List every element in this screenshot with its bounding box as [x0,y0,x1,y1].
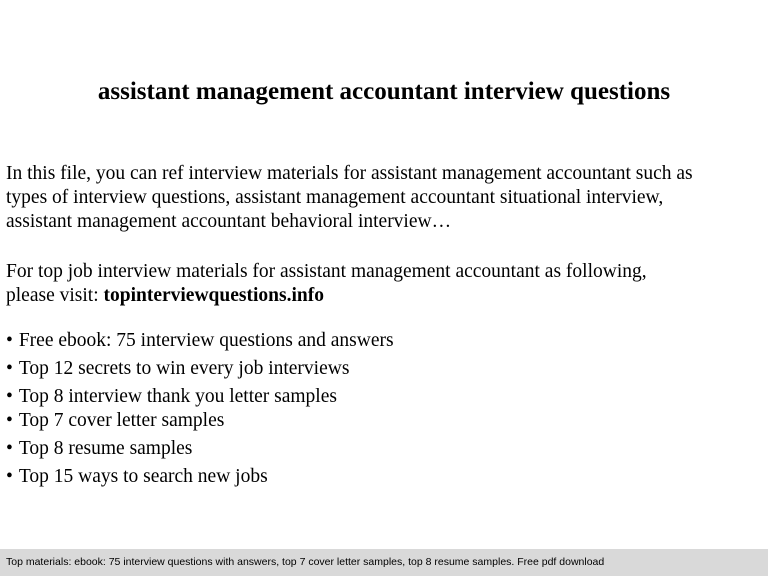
visit-paragraph [6,260,766,308]
bullet-item [6,465,394,489]
intro-paragraph [6,162,766,234]
bullet-icon: • [6,330,13,351]
visit-prefix: please visit: [6,285,104,306]
bullet-icon: • [6,410,13,431]
bullet-text: Top 12 secrets to win every job interviews [18,358,350,379]
bullet-item [6,409,394,433]
bullet-text: Top 7 cover letter samples [18,410,225,431]
bullet-text: Top 15 ways to search new jobs [18,466,268,487]
bullet-icon: • [6,386,13,407]
bullet-item [6,329,394,353]
visit-line-2 [6,284,766,308]
bullet-icon: • [6,466,13,487]
footer-text: Top materials: ebook: 75 interview questions with answers, top 7 cover letter samples, top 8 resume samples. Free pdf download [6,556,605,568]
bullet-text: Free ebook: 75 interview questions and answers [18,330,394,351]
bullet-item [6,385,394,409]
intro-line: In this file, you can ref interview materials for assistant management accountant such as [6,163,693,184]
intro-line: assistant management accountant behavioral interview… [6,211,452,232]
visit-line: For top job interview materials for assistant management accountant as following, [6,261,647,282]
bullet-icon: • [6,438,13,459]
slide-title: assistant management accountant interview questions [97,78,671,105]
bullet-icon: • [6,358,13,379]
bullet-text: Top 8 interview thank you letter samples [18,386,337,407]
footer-bar [0,549,768,576]
bullet-item [6,437,394,461]
bullet-list [6,329,394,489]
website-link[interactable]: topinterviewquestions.info [103,285,324,306]
bullet-item [6,357,394,381]
bullet-text: Top 8 resume samples [18,438,193,459]
intro-line: types of interview questions, assistant management accountant situational interview, [6,187,664,208]
